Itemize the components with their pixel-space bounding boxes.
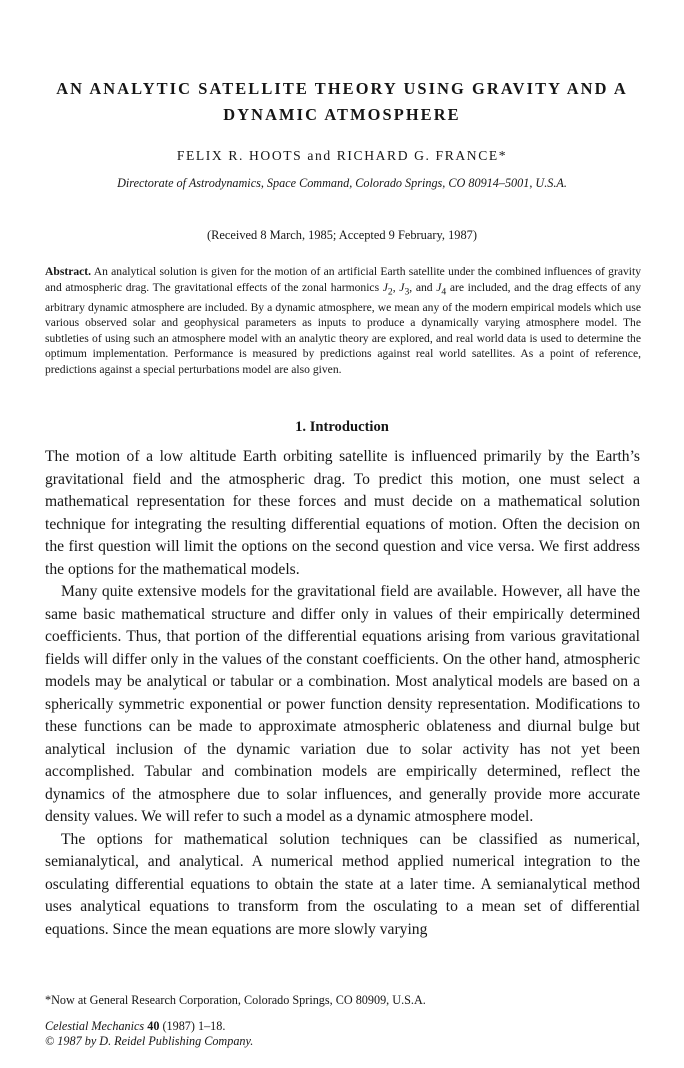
abstract-label: Abstract. — [45, 265, 92, 278]
introduction-body — [45, 446, 640, 941]
journal-pages: (1987) 1–18. — [159, 1019, 226, 1033]
author-list: FELIX R. HOOTS and RICHARD G. FRANCE* — [176, 148, 508, 163]
paragraph: Many quite extensive models for the gravitational field are available. However, all have the same basic mathematical structure and differ only in values of their empirically determined coefficients. Thus, that portion of the differential equations arising from various gravitational fields will differ only in the values of the constant coefficients. On the other hand, atmospheric models may be analytical or tabular or a combination. Most analytical models are based on a spherically symmetric exponential or power function density representation. Modifications to these functions can be made to approximate atmospheric oblateness and diurnal bulge but analytical inclusion of the dynamic variation due to solar activity has not yet been accomplished. Tabular and combination models are empirically determined, reflect the dynamics of the atmosphere due to solar influences, and generally provide more accurate density values. We will refer to such a model as a dynamic atmosphere model. — [45, 583, 640, 825]
abstract-text-1: An analytical solution is given for the motion of an artificial Earth satellite under the combined influences of gravity and atmospheric drag. The gravitational effects of the zonal harmonics — [45, 265, 641, 294]
title-line-2: DYNAMIC ATMOSPHERE — [223, 105, 461, 124]
j2-subscript: 2 — [387, 285, 393, 297]
journal-name: Celestial Mechanics — [45, 1019, 145, 1033]
footnote: *Now at General Research Corporation, Colorado Springs, CO 80909, U.S.A. — [45, 993, 426, 1007]
j2-symbol: J — [382, 280, 388, 294]
title-line-1: AN ANALYTIC SATELLITE THEORY USING GRAVITY AND A — [56, 79, 628, 98]
copyright-line: © 1987 by D. Reidel Publishing Company. — [45, 1034, 254, 1048]
paragraph: The options for mathematical solution techniques can be classified as numerical, semianalytical, and analytical. A numerical method applied numerical integration to the osculating differential equations to obtain the state at a later time. A semianalytical method uses analytical equations to transform from the osculating to a mean set of differential equations. Since the mean equations are more slowly varying — [45, 830, 640, 938]
received-dates: (Received 8 March, 1985; Accepted 9 February, 1987) — [207, 228, 477, 242]
journal-citation — [45, 1019, 253, 1049]
abstract — [45, 264, 641, 377]
abstract-sep-1: , — [392, 280, 400, 294]
j4-subscript: 4 — [441, 285, 447, 297]
abstract-text-2: are included, and the drag effects of any arbitrary dynamic atmosphere are included. By a dynamic atmosphere, we mean any of the modern empirical models which use various observed solar and geophysical parameters as inputs to produce a dynamically varying atmosphere model. The subtleties of using such an atmosphere model with an analytic theory are explored, and real world data is used to determine the optimum implementation. Performance is measured by predictions against real world satellites. As a point of reference, predictions against a special perturbations model are also given. — [45, 280, 642, 376]
paragraph: The motion of a low altitude Earth orbiting satellite is influenced primarily by the Earth’s gravitational field and the atmospheric drag. To predict this motion, one must select a mathematical representation for these forces and must decide on a mathematical solution technique for integrating the resulting differential equations of motion. Often the decision on the first question will limit the options on the second question and vice versa. We first address the options for the mathematical models. — [45, 448, 640, 578]
journal-volume: 40 — [147, 1019, 160, 1033]
j4-symbol: J — [436, 280, 442, 294]
j3-subscript: 3 — [404, 285, 410, 297]
abstract-sep-2: , and — [409, 280, 437, 294]
paper-title — [30, 76, 654, 128]
section-heading: 1. Introduction — [295, 419, 389, 435]
journal-line — [45, 1019, 253, 1034]
j3-symbol: J — [399, 280, 405, 294]
author-affiliation: Directorate of Astrodynamics, Space Command, Colorado Springs, CO 80914–5001, U.S.A. — [117, 176, 567, 190]
